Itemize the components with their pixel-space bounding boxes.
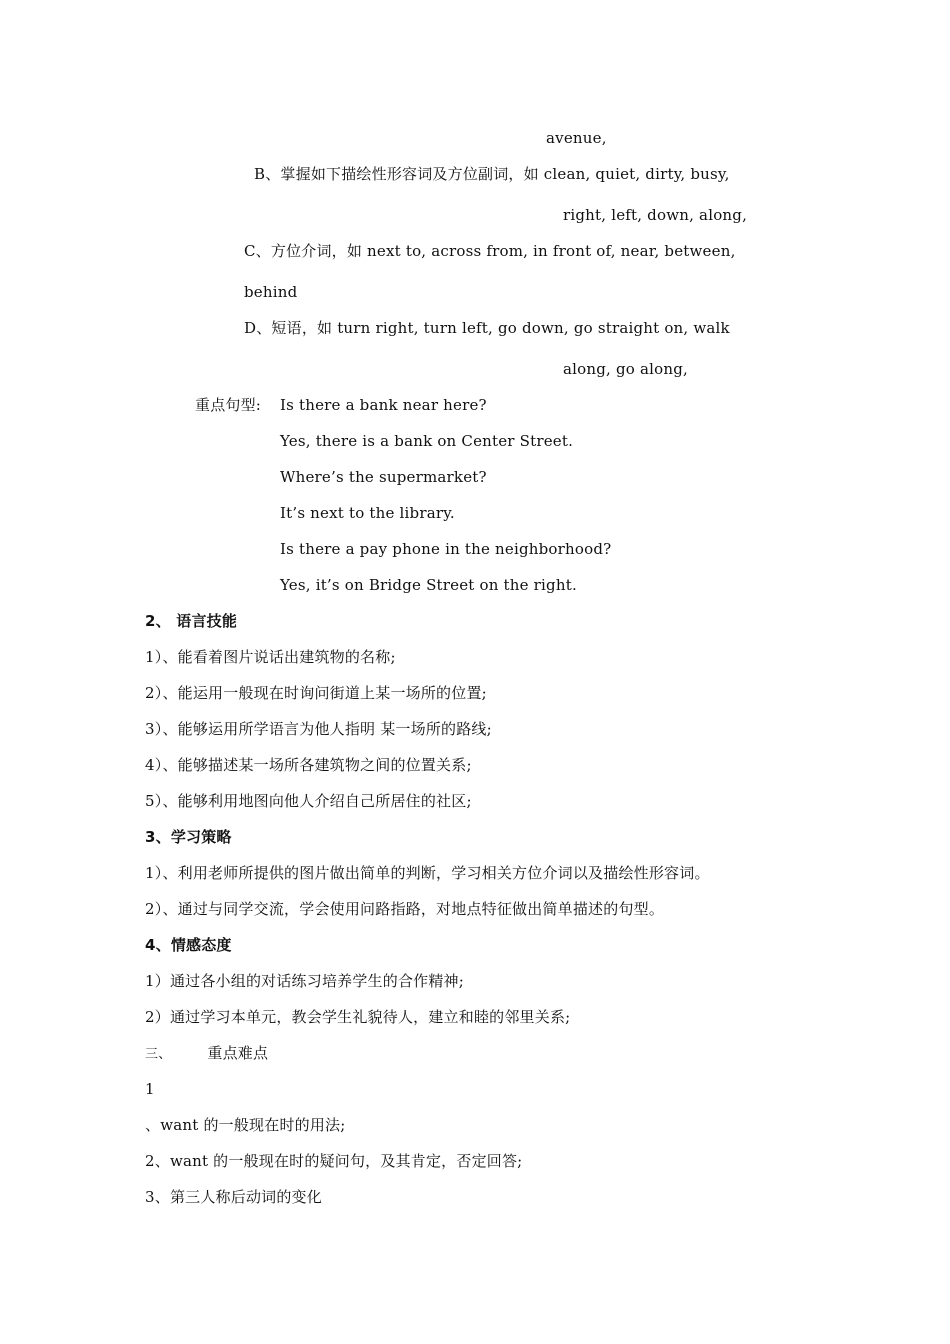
key-sentence: Is there a pay phone in the neighborhood? [280, 540, 612, 558]
vocab-c-line: C、方位介词，如 next to, across from, in front of, near, between, [244, 242, 736, 260]
key-sentence: Is there a bank near here? [280, 396, 487, 414]
skills-item: 2）、能运用一般现在时询问街道上某一场所的位置; [145, 684, 487, 702]
vocab-c-continuation: behind [244, 283, 298, 301]
difficulties-item: 2、want 的一般现在时的疑问句，及其肯定，否定回答; [145, 1152, 523, 1170]
key-sentence: Yes, it’s on Bridge Street on the right. [280, 576, 577, 594]
skills-item: 1）、能看着图片说话出建筑物的名称; [145, 648, 396, 666]
vocab-a-continuation: avenue, [546, 129, 607, 147]
skills-item: 4）、能够描述某一场所各建筑物之间的位置关系; [145, 756, 472, 774]
vocab-d-line: D、短语，如 turn right, turn left, go down, go straight on, walk [244, 319, 730, 337]
difficulties-heading-line [145, 1043, 268, 1065]
vocab-b-continuation: right, left, down, along, [563, 206, 748, 224]
strategy-item: 1）、利用老师所提供的图片做出简单的判断，学习相关方位介词以及描绘性形容词。 [145, 864, 710, 882]
strategy-heading: 3、学习策略 [145, 828, 232, 846]
difficulties-heading: 重点难点 [207, 1044, 269, 1062]
key-sentence: Yes, there is a bank on Center Street. [280, 432, 574, 450]
skills-heading: 2、 语言技能 [145, 612, 238, 630]
difficulties-item-number: 1 [145, 1080, 155, 1098]
attitude-heading: 4、情感态度 [145, 936, 232, 954]
skills-item: 5）、能够利用地图向他人介绍自己所居住的社区; [145, 792, 472, 810]
strategy-item: 2）、通过与同学交流，学会使用问路指路，对地点特征做出简单描述的句型。 [145, 900, 665, 918]
vocab-d-continuation: along, go along, [563, 360, 688, 378]
vocab-b-line: B、掌握如下描绘性形容词及方位副词，如 clean, quiet, dirty, busy, [254, 165, 730, 183]
difficulties-item: 3、第三人称后动词的变化 [145, 1188, 322, 1206]
attitude-item: 1）通过各小组的对话练习培养学生的合作精神; [145, 972, 464, 990]
key-sentences-label: 重点句型: [195, 396, 262, 414]
key-sentence: It’s next to the library. [280, 504, 455, 522]
difficulties-number: 三、 [145, 1047, 172, 1062]
key-sentence: Where’s the supermarket? [280, 468, 487, 486]
skills-item: 3）、能够运用所学语言为他人指明 某一场所的路线; [145, 720, 492, 738]
difficulties-item: 、want 的一般现在时的用法; [145, 1116, 346, 1134]
attitude-item: 2）通过学习本单元，教会学生礼貌待人，建立和睦的邻里关系; [145, 1008, 571, 1026]
